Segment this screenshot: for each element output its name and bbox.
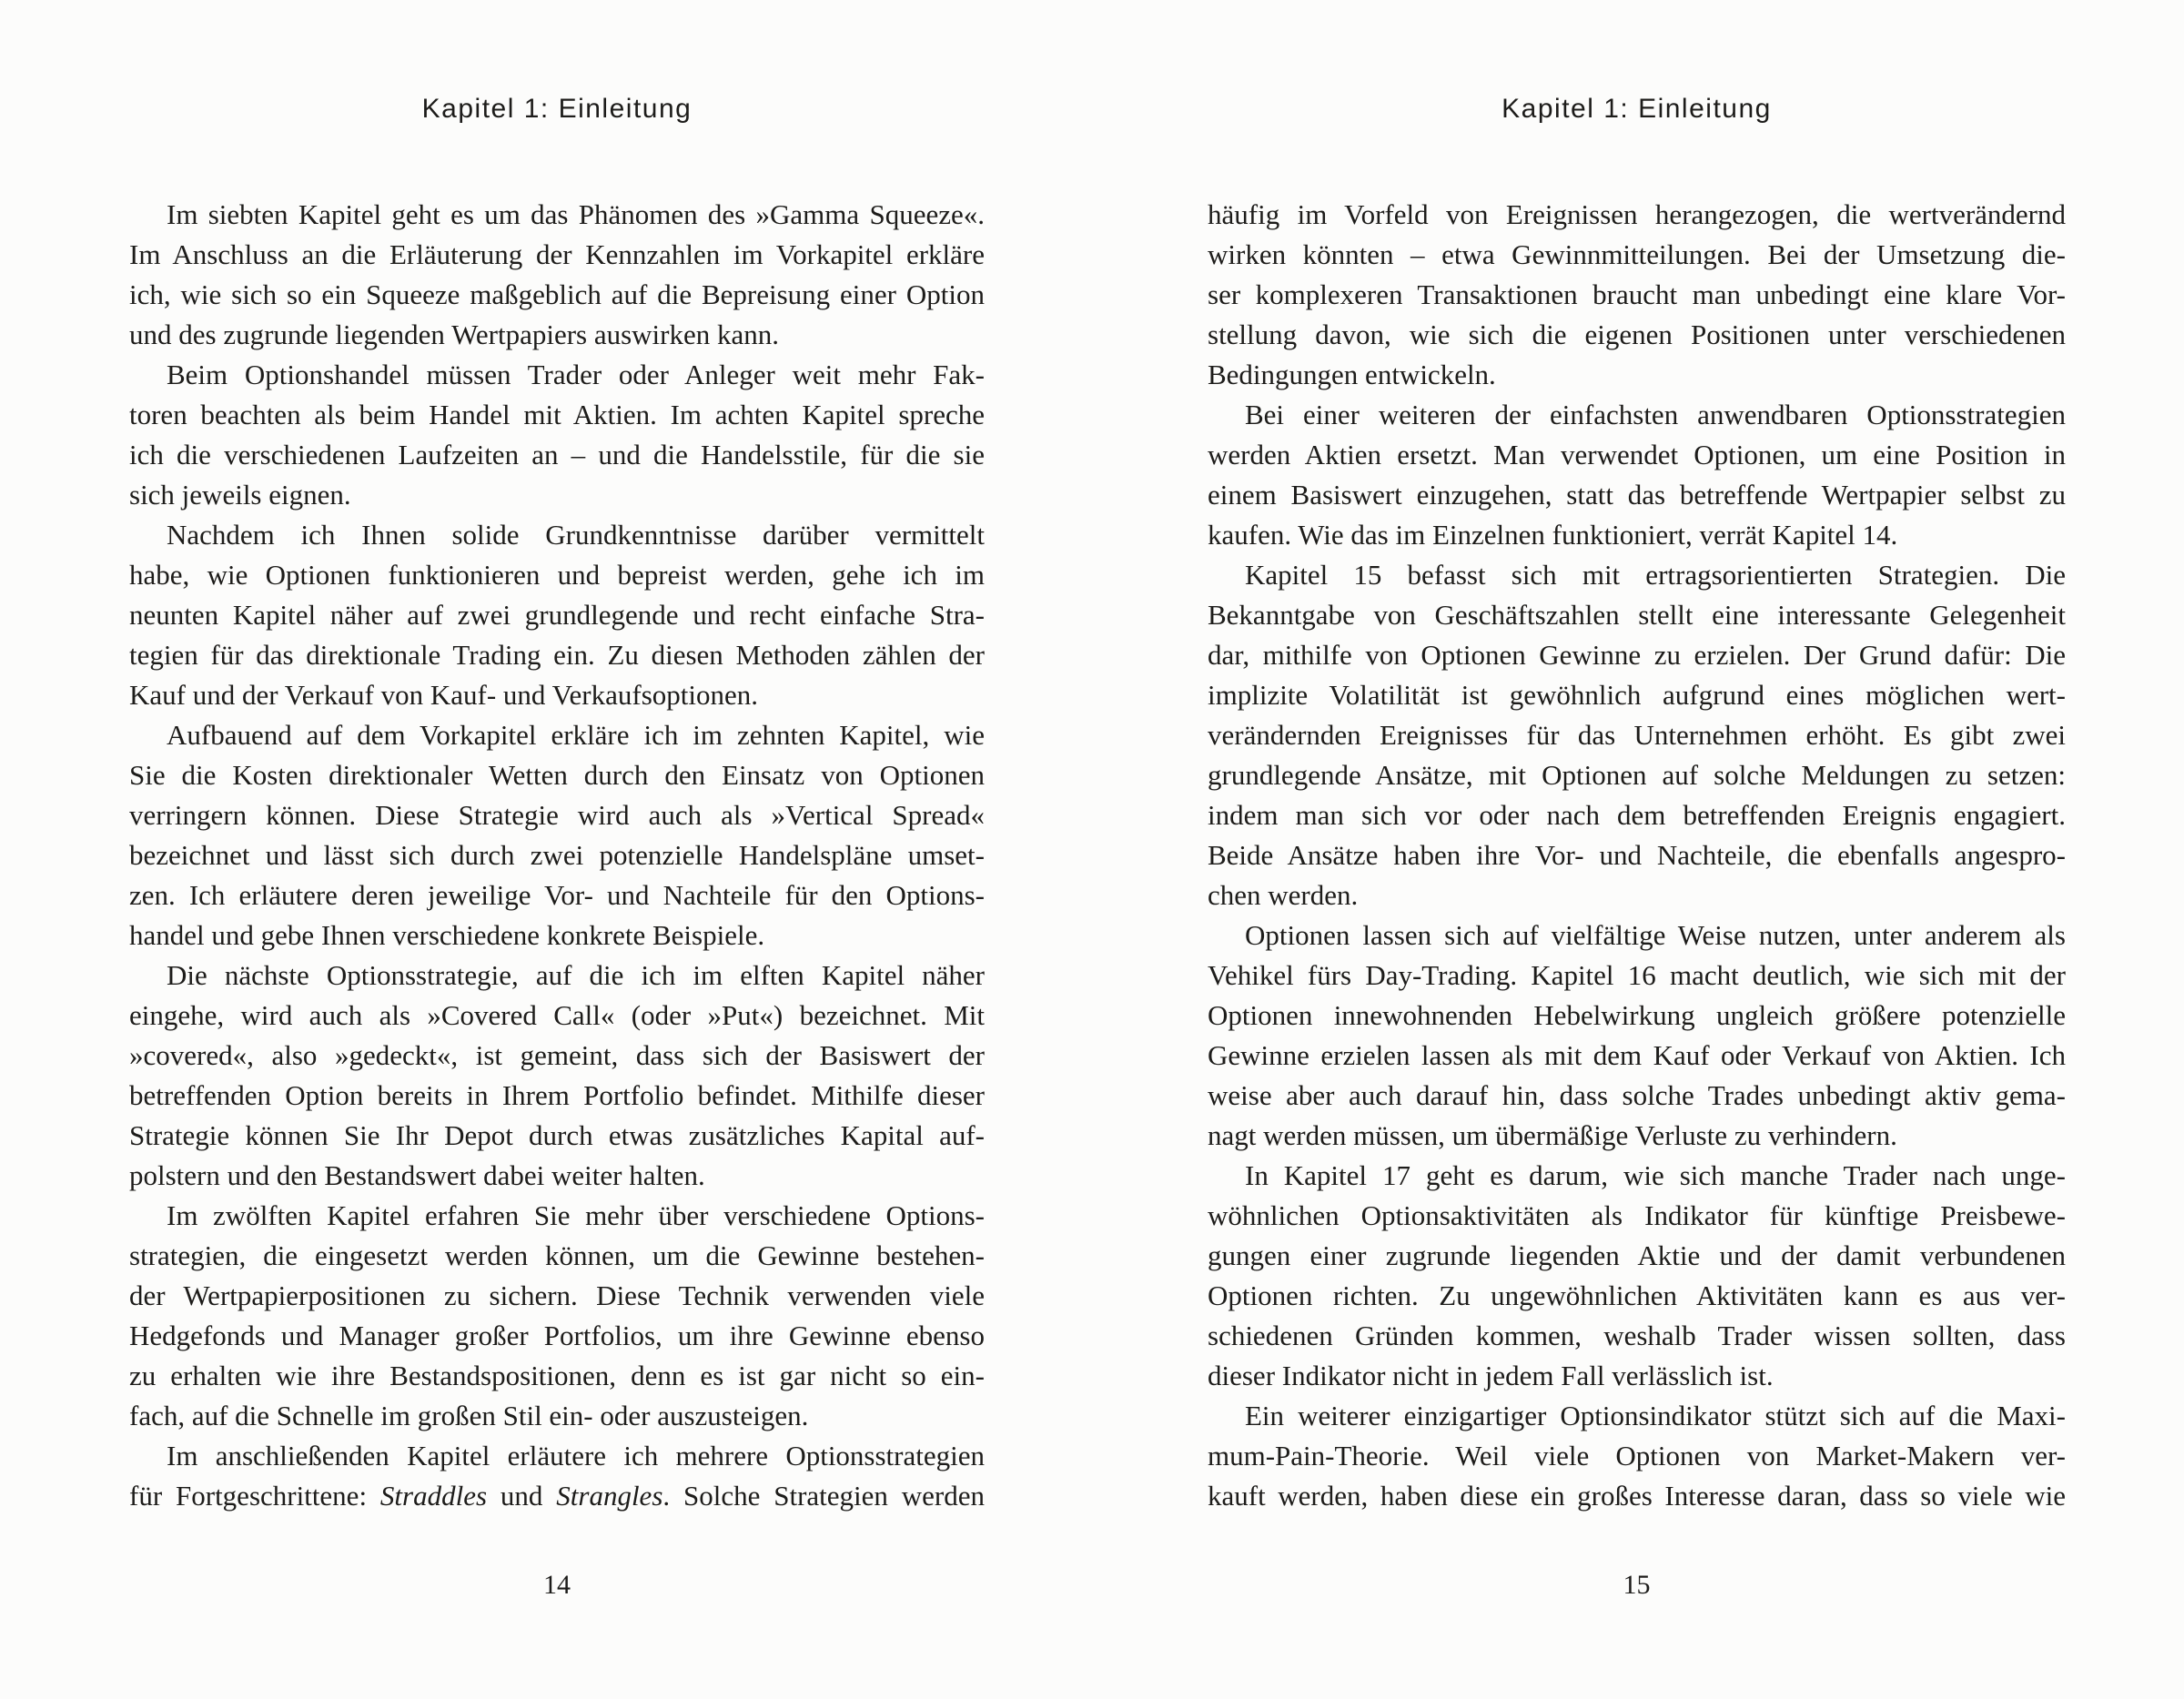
text-line: indem man sich vor oder nach dem betreffenden Ereignis engagiert. [1208, 799, 2066, 831]
paragraph [129, 1196, 985, 1436]
text-line: der Wertpapierpositionen zu sichern. Diese Technik verwenden viele [129, 1279, 985, 1311]
text-line: habe, wie Optionen funktionieren und bepreist werden, gehe ich im [129, 559, 985, 591]
text-line: Aufbauend auf dem Vorkapitel erkläre ich im zehnten Kapitel, wie [167, 719, 985, 751]
text-line: implizite Volatilität ist gewöhnlich aufgrund eines möglichen wert- [1208, 679, 2066, 711]
text-line: mum-Pain-Theorie. Weil viele Optionen von Market-Makern ver- [1208, 1440, 2066, 1471]
text-line: Im Anschluss an die Erläuterung der Kennzahlen im Vorkapitel erkläre [129, 238, 985, 270]
page-number-right: 15 [1623, 1570, 1651, 1600]
text-line: Beide Ansätze haben ihre Vor- und Nachteile, die ebenfalls angespro- [1208, 839, 2066, 871]
text-line: Ein weiterer einzigartiger Optionsindikator stützt sich auf die Maxi- [1245, 1400, 2066, 1431]
paragraph [129, 515, 985, 715]
text-line: grundlegende Ansätze, mit Optionen auf solche Meldungen zu setzen: [1208, 759, 2066, 791]
text-line: Strategie können Sie Ihr Depot durch etwas zusätzliches Kapital auf- [129, 1119, 985, 1151]
text-line: Im siebten Kapitel geht es um das Phänomen des »Gamma Squeeze«. [167, 198, 985, 230]
text-line: fach, auf die Schnelle im großen Stil ein- oder auszusteigen. [129, 1400, 809, 1431]
page-left [129, 0, 985, 1699]
text-line: kauft werden, haben diese ein großes Interesse daran, dass so viele wie [1208, 1480, 2066, 1512]
text-line: Im anschließenden Kapitel erläutere ich mehrere Optionsstrategien [167, 1440, 985, 1471]
text-line: Nachdem ich Ihnen solide Grundkenntnisse darüber vermittelt [167, 519, 985, 551]
text-line: Die nächste Optionsstrategie, auf die ich im elften Kapitel näher [167, 959, 985, 991]
text-line: Im zwölften Kapitel erfahren Sie mehr über verschiedene Options- [167, 1199, 985, 1231]
text-line: »covered«, also »gedeckt«, ist gemeint, dass sich der Basiswert der [129, 1039, 985, 1071]
text-line: Gewinne erzielen lassen als mit dem Kauf oder Verkauf von Aktien. Ich [1208, 1039, 2066, 1071]
text-line: verringern können. Diese Strategie wird auch als »Vertical Spread« [129, 799, 985, 831]
page-text-column-right [1208, 195, 2066, 1516]
text-line: chen werden. [1208, 879, 1359, 911]
text-line: häufig im Vorfeld von Ereignissen herangezogen, die wertverändernd [1208, 198, 2066, 230]
paragraph [129, 715, 985, 956]
text-line: eingehe, wird auch als »Covered Call« (oder »Put«) bezeichnet. Mit [129, 999, 985, 1031]
paragraph [1208, 1396, 2066, 1516]
paragraph [129, 355, 985, 515]
text-line: Beim Optionshandel müssen Trader oder Anleger weit mehr Fak- [167, 359, 985, 390]
text-line: werden Aktien ersetzt. Man verwendet Optionen, um eine Position in [1208, 439, 2066, 470]
text-line: stellung davon, wie sich die eigenen Positionen unter verschiedenen [1208, 319, 2066, 350]
text-line: Bekanntgabe von Geschäftszahlen stellt eine interessante Gelegenheit [1208, 599, 2066, 631]
text-line: In Kapitel 17 geht es darum, wie sich manche Trader nach unge- [1245, 1159, 2066, 1191]
paragraph [1208, 195, 2066, 395]
text-line: polstern und den Bestandswert dabei weiter halten. [129, 1159, 705, 1191]
text-line: wirken könnten – etwa Gewinnmitteilungen. Bei der Umsetzung die- [1208, 238, 2066, 270]
text-line: Vehikel fürs Day-Trading. Kapitel 16 macht deutlich, wie sich mit der [1208, 959, 2066, 991]
page-right [1208, 0, 2066, 1699]
text-line: handel und gebe Ihnen verschiedene konkrete Beispiele. [129, 919, 765, 951]
text-line: neunten Kapitel näher auf zwei grundlegende und recht einfache Stra- [129, 599, 985, 631]
running-header-left: Kapitel 1: Einleitung [421, 94, 693, 124]
text-line: Hedgefonds und Manager großer Portfolios, um ihre Gewinne ebenso [129, 1320, 985, 1351]
paragraph [1208, 915, 2066, 1156]
paragraph [129, 956, 985, 1196]
text-line: ser komplexeren Transaktionen braucht man unbedingt eine klare Vor- [1208, 278, 2066, 310]
text-line: Sie die Kosten direktionaler Wetten durch den Einsatz von Optionen [129, 759, 985, 791]
text-line: tegien für das direktionale Trading ein. Zu diesen Methoden zählen der [129, 639, 985, 671]
text-line: ich die verschiedenen Laufzeiten an – und die Handelsstile, für die sie [129, 439, 985, 470]
page-number-left: 14 [543, 1570, 571, 1600]
text-line: zu erhalten wie ihre Bestandspositionen, denn es ist gar nicht so ein- [129, 1360, 985, 1391]
text-line: strategien, die eingesetzt werden können, um die Gewinne bestehen- [129, 1239, 985, 1271]
text-line: nagt werden müssen, um übermäßige Verluste zu verhindern. [1208, 1119, 1897, 1151]
text-line: toren beachten als beim Handel mit Aktien. Im achten Kapitel spreche [129, 399, 985, 430]
text-line: für Fortgeschrittene: Straddles und Strangles. Solche Strategien werden [129, 1480, 985, 1512]
text-line: zen. Ich erläutere deren jeweilige Vor- und Nachteile für den Options- [129, 879, 985, 911]
paragraph [1208, 555, 2066, 915]
text-line: kaufen. Wie das im Einzelnen funktioniert, verrät Kapitel 14. [1208, 519, 1898, 551]
text-line: und des zugrunde liegenden Wertpapiers auswirken kann. [129, 319, 780, 350]
text-line: betreffenden Option bereits in Ihrem Portfolio befindet. Mithilfe dieser [129, 1079, 985, 1111]
text-line: Optionen lassen sich auf vielfältige Weise nutzen, unter anderem als [1245, 919, 2066, 951]
text-line: sich jeweils eignen. [129, 479, 351, 511]
text-line: Bedingungen entwickeln. [1208, 359, 1496, 390]
page-text-column-left [129, 195, 985, 1516]
text-line: verändernden Ereignisses für das Unternehmen erhöht. Es gibt zwei [1208, 719, 2066, 751]
text-line: weise aber auch darauf hin, dass solche Trades unbedingt aktiv gema- [1208, 1079, 2066, 1111]
paragraph [129, 195, 985, 355]
paragraph [129, 1436, 985, 1516]
paragraph [1208, 395, 2066, 555]
text-line: Kauf und der Verkauf von Kauf- und Verkaufsoptionen. [129, 679, 759, 711]
text-line: Optionen innewohnenden Hebelwirkung ungleich größere potenzielle [1208, 999, 2066, 1031]
text-line: dar, mithilfe von Optionen Gewinne zu erzielen. Der Grund dafür: Die [1208, 639, 2066, 671]
text-line: ich, wie sich so ein Squeeze maßgeblich auf die Bepreisung einer Option [129, 278, 985, 310]
text-line: schiedenen Gründen kommen, weshalb Trader wissen sollten, dass [1208, 1320, 2066, 1351]
text-line: bezeichnet und lässt sich durch zwei potenzielle Handelspläne umset- [129, 839, 985, 871]
text-line: Optionen richten. Zu ungewöhnlichen Aktivitäten kann es aus ver- [1208, 1279, 2066, 1311]
paragraph [1208, 1156, 2066, 1396]
running-header-right: Kapitel 1: Einleitung [1502, 94, 1772, 124]
text-line: Bei einer weiteren der einfachsten anwendbaren Optionsstrategien [1245, 399, 2066, 430]
text-line: gungen einer zugrunde liegenden Aktie und der damit verbundenen [1208, 1239, 2066, 1271]
text-line: einem Basiswert einzugehen, statt das betreffende Wertpapier selbst zu [1208, 479, 2066, 511]
text-line: Kapitel 15 befasst sich mit ertragsorientierten Strategien. Die [1245, 559, 2066, 591]
text-line: dieser Indikator nicht in jedem Fall verlässlich ist. [1208, 1360, 1774, 1391]
text-line: wöhnlichen Optionsaktivitäten als Indikator für künftige Preisbewe- [1208, 1199, 2066, 1231]
